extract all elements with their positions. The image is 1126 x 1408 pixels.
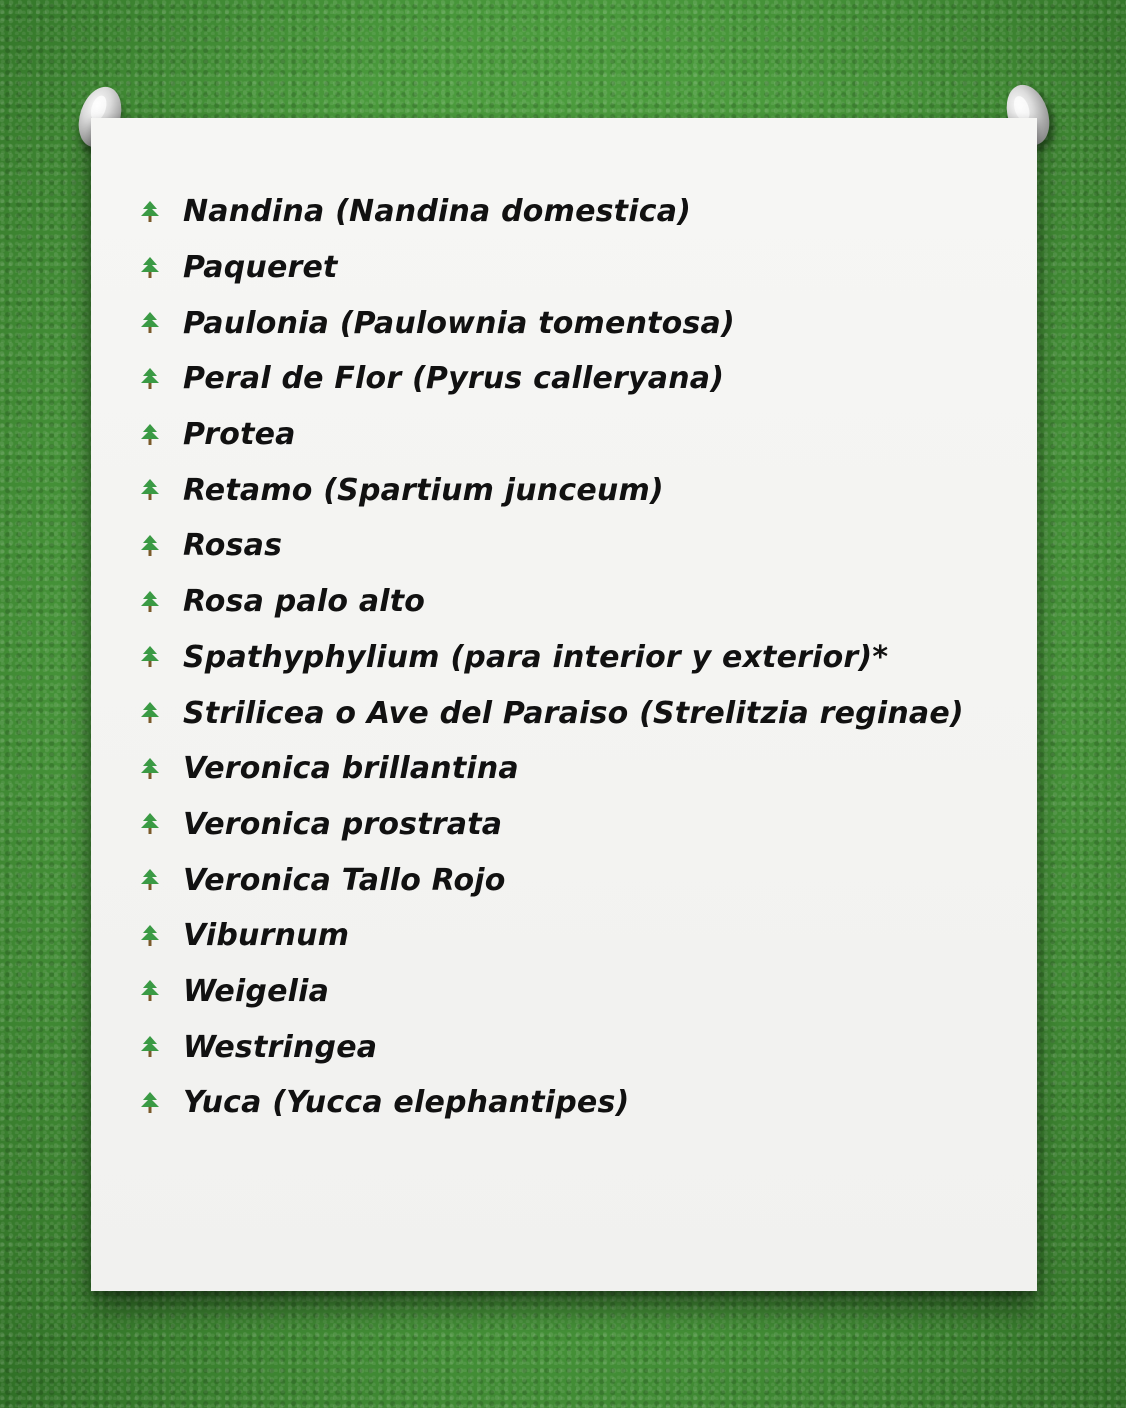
item-text: Paulonia (Paulownia tomentosa) [183, 305, 735, 341]
tree-icon [139, 868, 161, 892]
item-text: Westringea [183, 1029, 378, 1065]
list-item [139, 964, 999, 1020]
list-item [139, 240, 999, 296]
tree-icon [139, 757, 161, 781]
list-item [139, 351, 999, 407]
plant-list [139, 184, 999, 1131]
list-item [139, 852, 999, 908]
paper-sheet [91, 118, 1037, 1291]
item-text: Veronica Tallo Rojo [183, 862, 506, 898]
list-item [139, 685, 999, 741]
item-text: Spathyphylium (para interior y exterior)* [183, 639, 889, 675]
list-item [139, 184, 999, 240]
list-item [139, 407, 999, 463]
tree-icon [139, 1091, 161, 1115]
list-item [139, 797, 999, 853]
list-item [139, 574, 999, 630]
tree-icon [139, 924, 161, 948]
tree-icon [139, 645, 161, 669]
tree-icon [139, 534, 161, 558]
tree-icon [139, 367, 161, 391]
item-text: Yuca (Yucca elephantipes) [183, 1085, 630, 1121]
tree-icon [139, 423, 161, 447]
list-item [139, 462, 999, 518]
list-item [139, 1075, 999, 1131]
item-text: Protea [183, 417, 296, 453]
item-text: Strilicea o Ave del Paraiso (Strelitzia reginae) [183, 695, 964, 731]
item-text: Weigelia [183, 973, 330, 1009]
tree-icon [139, 256, 161, 280]
tree-icon [139, 590, 161, 614]
list-item [139, 630, 999, 686]
item-text: Viburnum [183, 918, 350, 954]
list-item [139, 741, 999, 797]
item-text: Nandina (Nandina domestica) [183, 194, 692, 230]
list-item [139, 518, 999, 574]
tree-icon [139, 812, 161, 836]
item-text: Rosas [183, 528, 283, 564]
list-item [139, 908, 999, 964]
item-text: Rosa palo alto [183, 584, 426, 620]
list-item [139, 295, 999, 351]
item-text: Peral de Flor (Pyrus calleryana) [183, 361, 725, 397]
tree-icon [139, 311, 161, 335]
tree-icon [139, 1035, 161, 1059]
tree-icon [139, 979, 161, 1003]
item-text: Veronica brillantina [183, 751, 519, 787]
list-item [139, 1019, 999, 1075]
tree-icon [139, 701, 161, 725]
item-text: Veronica prostrata [183, 806, 503, 842]
item-text: Paqueret [183, 250, 338, 286]
item-text: Retamo (Spartium junceum) [183, 472, 664, 508]
tree-icon [139, 200, 161, 224]
tree-icon [139, 478, 161, 502]
